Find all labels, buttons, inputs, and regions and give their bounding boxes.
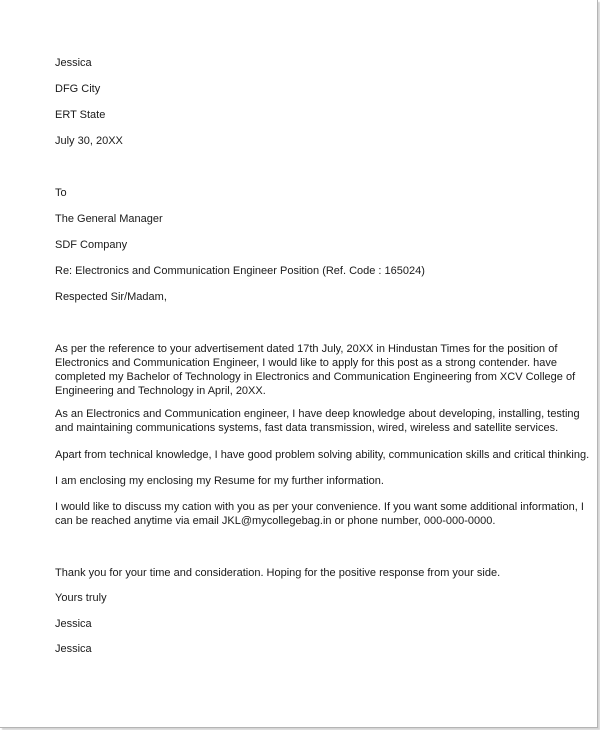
- body-paragraph-3: Apart from technical knowledge, I have good problem solving ability, communication skills and critical thinking.: [55, 449, 590, 461]
- recipient-to: To: [55, 187, 67, 199]
- paragraph-line: Engineering and Technology in April, 20XX.: [55, 385, 266, 397]
- recipient-company: SDF Company: [55, 239, 128, 251]
- subject-line: Re: Electronics and Communication Engineer Position (Ref. Code : 165024): [55, 265, 425, 277]
- paragraph-line: Electronics and Communication Engineer, I would like to apply for this post as a strong contender. have: [55, 357, 558, 369]
- sender-city: DFG City: [55, 83, 101, 95]
- paragraph-line: I would like to discuss my cation with you as per your convenience. If you want some additional information, I: [55, 501, 584, 513]
- paragraph-line: As per the reference to your advertisement dated 17th July, 20XX in Hindustan Times for the position of: [55, 343, 558, 355]
- body-paragraph-4: I am enclosing my enclosing my Resume for my further information.: [55, 475, 384, 487]
- salutation: Respected Sir/Madam,: [55, 291, 167, 303]
- sender-name: Jessica: [55, 57, 92, 69]
- body-paragraph-2: [55, 407, 580, 435]
- closing-signoff: Yours truly: [55, 592, 107, 604]
- body-paragraph-5: [55, 500, 584, 528]
- sender-state: ERT State: [55, 109, 106, 121]
- paragraph-line: completed my Bachelor of Technology in Electronics and Communication Engineering from XCV College of: [55, 371, 576, 383]
- body-paragraph-1: [55, 342, 576, 398]
- signature-name-1: Jessica: [55, 618, 92, 630]
- letter-date: July 30, 20XX: [55, 135, 123, 147]
- paragraph-line: and maintaining communications systems, fast data transmission, wired, wireless and satellite services.: [55, 422, 559, 434]
- closing-thanks: Thank you for your time and consideration. Hoping for the positive response from your side.: [55, 567, 501, 579]
- recipient-title: The General Manager: [55, 213, 163, 225]
- paragraph-line: can be reached anytime via email JKL@mycollegebag.in or phone number, 000-000-0000.: [55, 515, 496, 527]
- signature-name-2: Jessica: [55, 643, 92, 655]
- paragraph-line: As an Electronics and Communication engineer, I have deep knowledge about developing, installing, testing: [55, 408, 580, 420]
